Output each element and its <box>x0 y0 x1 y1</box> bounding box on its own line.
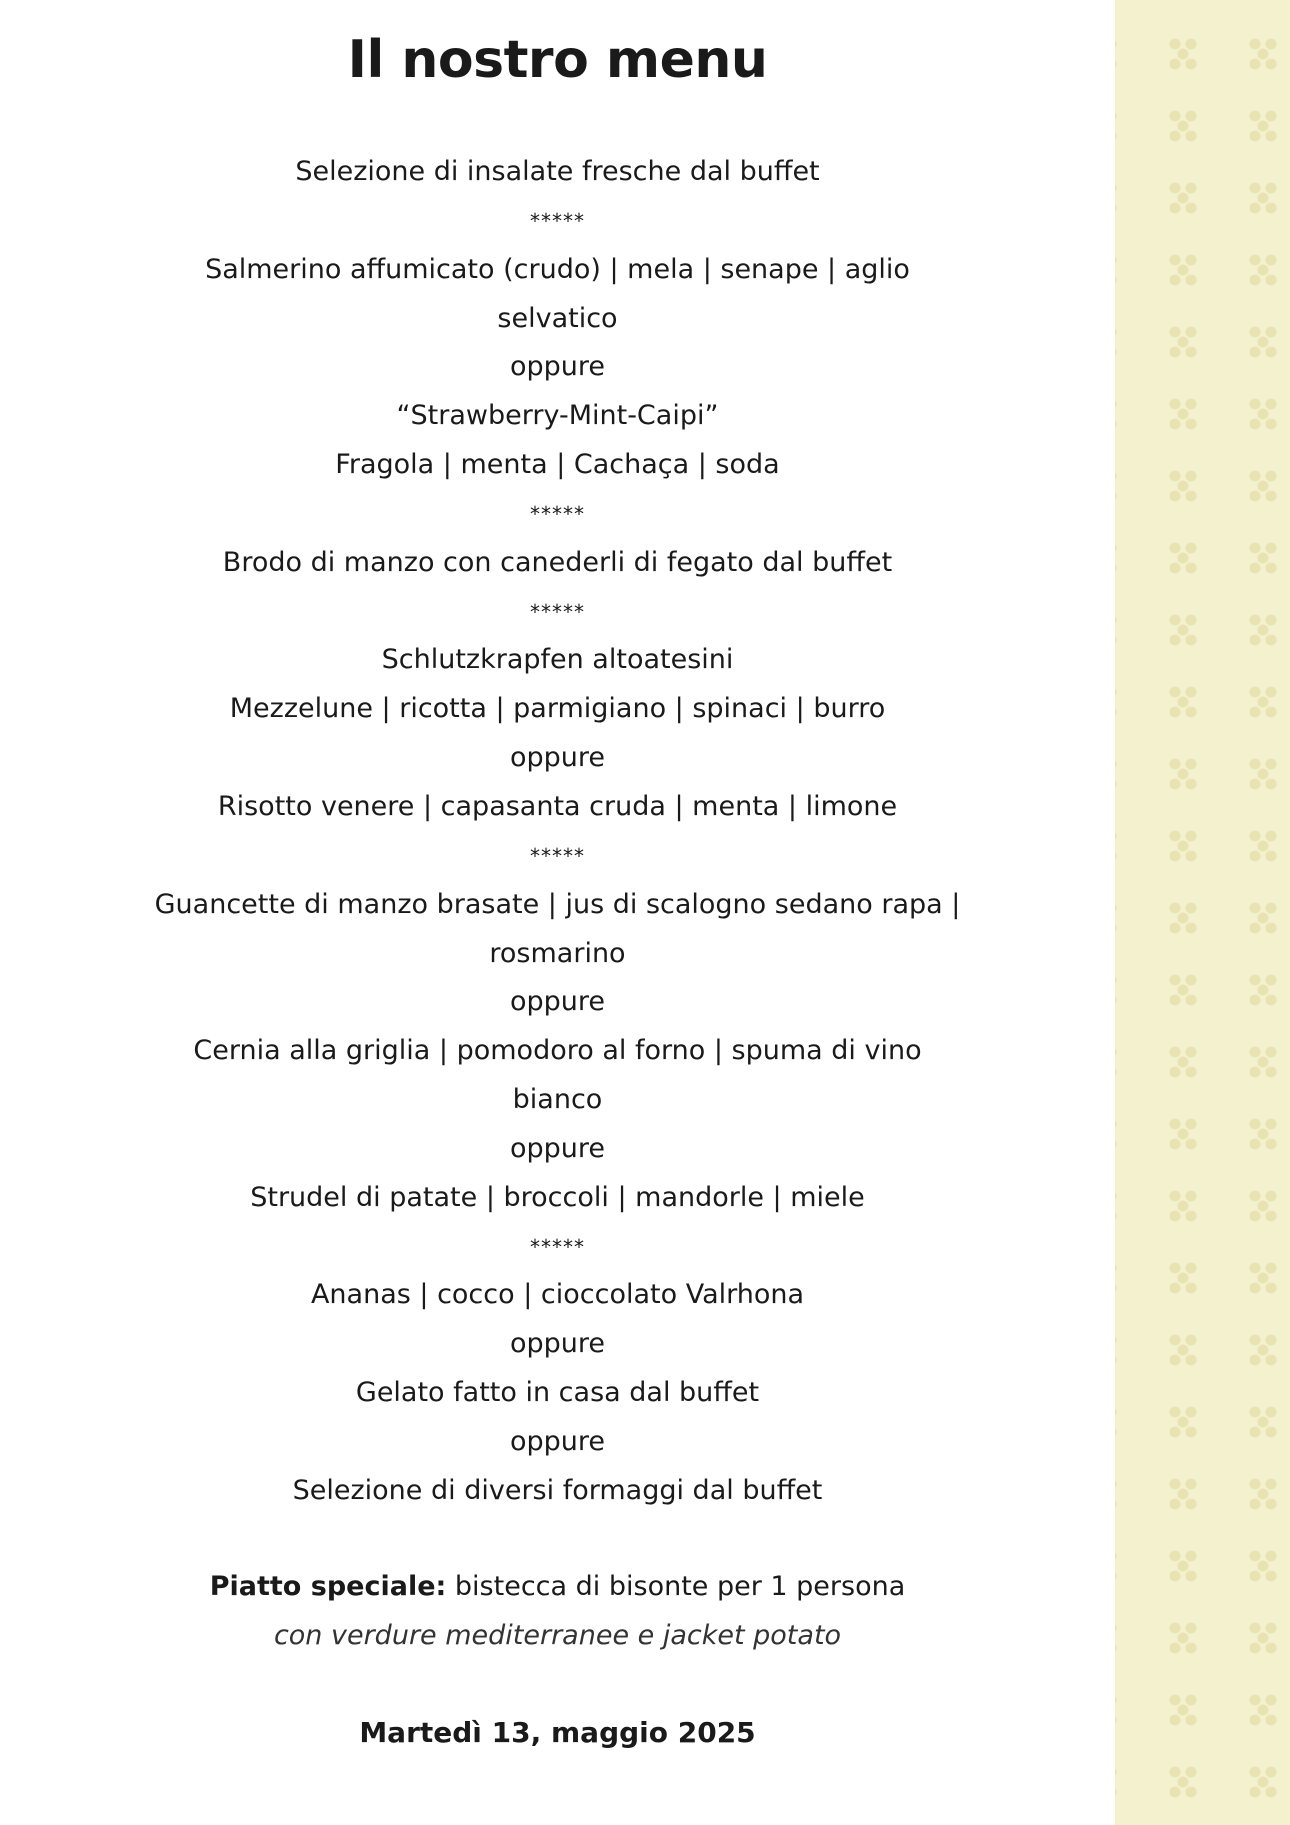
menu-line: Ananas | cocco | cioccolato Valrhona <box>310 1279 805 1311</box>
menu-line: Gelato fatto in casa dal buffet <box>355 1377 760 1409</box>
course-separator: ***** <box>530 1234 585 1259</box>
course-separator: ***** <box>530 208 585 233</box>
menu-line: oppure <box>509 986 606 1018</box>
menu-line: Schlutzkrapfen altoatesini <box>381 644 734 676</box>
menu-title: Il nostro menu <box>347 30 768 90</box>
special-dish-label: Piatto speciale: <box>209 1571 447 1602</box>
menu-list <box>0 148 1115 1516</box>
menu-line: Cernia alla griglia | pomodoro al forno | spuma di vino <box>193 1035 922 1067</box>
menu-date: Martedì 13, maggio 2025 <box>359 1716 756 1749</box>
course-separator: ***** <box>530 843 585 868</box>
menu-line: oppure <box>509 1132 606 1164</box>
special-dish-text: bistecca di bisonte per 1 persona <box>446 1571 906 1602</box>
menu-line: Mezzelune | ricotta | parmigiano | spinaci | burro <box>229 693 886 725</box>
menu-line: rosmarino <box>489 937 626 969</box>
menu-line: oppure <box>509 742 606 774</box>
course-separator: ***** <box>530 501 585 526</box>
menu-line: Fragola | menta | Cachaça | soda <box>335 449 780 481</box>
menu-line: Risotto venere | capasanta cruda | menta | limone <box>217 790 898 822</box>
menu-line: Guancette di manzo brasate | jus di scalogno sedano rapa | <box>154 888 961 920</box>
decorative-pattern-strip <box>1115 0 1290 1825</box>
menu-line: Brodo di manzo con canederli di fegato dal buffet <box>222 546 893 578</box>
menu-line: Selezione di insalate fresche dal buffet <box>295 156 820 187</box>
menu-line: Salmerino affumicato (crudo) | mela | senape | aglio <box>205 253 910 285</box>
course-separator: ***** <box>530 599 585 624</box>
menu-line: oppure <box>509 351 606 383</box>
special-dish <box>0 1563 1115 1611</box>
menu-line: Selezione di diversi formaggi dal buffet <box>292 1474 823 1506</box>
menu-line: oppure <box>509 1425 606 1457</box>
menu-line: Strudel di patate | broccoli | mandorle | miele <box>250 1181 865 1213</box>
menu-line: bianco <box>512 1084 603 1116</box>
menu-line: selvatico <box>497 302 618 334</box>
special-dish-note: con verdure mediterranee e jacket potato <box>273 1620 842 1651</box>
menu-line: “Strawberry-Mint-Caipi” <box>396 400 719 432</box>
menu-line: oppure <box>509 1328 606 1360</box>
